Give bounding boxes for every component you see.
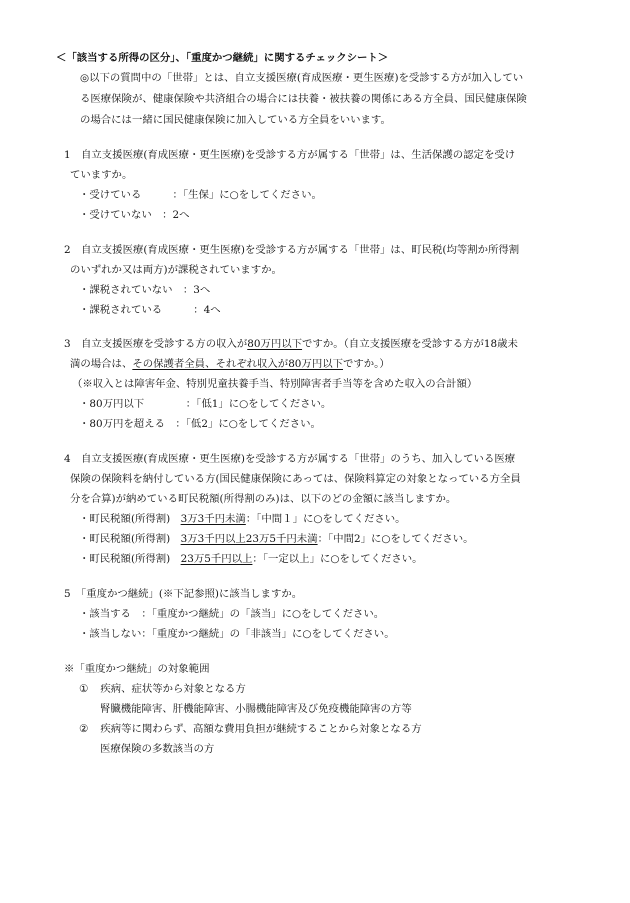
scope-item-1-num: ① xyxy=(79,683,89,695)
scope-item-2-num: ② xyxy=(79,723,89,735)
q4-option-2 xyxy=(79,530,474,548)
q4-line-1: 4 自立支援医療(育成医療・更生医療)を受診する方が属する「世帯」のうち、加入している医療 xyxy=(64,453,516,465)
q1-line-1: 1 自立支援医療(育成医療・更生医療)を受診する方が属する「世帯」は、生活保護の認定を受け xyxy=(64,149,516,161)
q4-option-1-result: ：「中間１」に○をしてください。 xyxy=(245,513,406,525)
q2-option-1: ・課税されていない ：3へ xyxy=(79,284,211,296)
q2-line-2: のいずれか又は両方)が課税されていますか。 xyxy=(70,264,282,276)
q3-note: （※収入とは障害年金、特別児童扶養手当、特別障害者手当等を含めた収入の合計額） xyxy=(72,378,478,390)
q3-line-1-c: ですか。（自立支援医療を受診する方が18歳未 xyxy=(302,338,518,350)
q4-option-3-amount: 23万5千円以上 xyxy=(180,553,253,565)
q1-line-2: ていますか。 xyxy=(70,169,133,181)
scope-item-1 xyxy=(79,680,246,698)
scope-item-1-text: 疾病、症状等から対象となる方 xyxy=(100,683,246,695)
q3-line-1 xyxy=(64,335,518,353)
intro-line-2: る医療保険が、健康保険や共済組合の場合には扶養・被扶養の関係にある方全員、国民健康保険 xyxy=(80,93,527,105)
q4-option-2-amount: 3万3千円以上23万5千円未満 xyxy=(180,533,318,545)
q3-line-2-c: ですか。） xyxy=(343,358,390,370)
q1-option-2: ・受けていない ：2へ xyxy=(79,209,190,221)
q4-option-3-result: ：「一定以上」に○をしてください。 xyxy=(252,553,423,565)
q5-line: 5 「重度かつ継続」(※下記参照)に該当しますか。 xyxy=(64,588,303,600)
q3-line-2-a: 満の場合は、 xyxy=(70,358,133,370)
q4-option-2-label: ・町民税額(所得割) xyxy=(79,533,181,545)
scope-item-1-detail: 腎臓機能障害、肝機能障害、小腸機能障害及び免疫機能障害の方等 xyxy=(100,703,412,715)
q3-line-2 xyxy=(70,355,390,373)
q4-option-3 xyxy=(79,550,423,568)
q3-line-1-a: 3 自立支援医療を受診する方の収入が xyxy=(64,338,248,350)
q3-income-limit: 80万円以下 xyxy=(247,338,303,350)
q3-guardian-condition: その保護者全員、それぞれ収入が80万円以下 xyxy=(132,358,343,370)
q4-option-1-amount: 3万3千円未満 xyxy=(180,513,246,525)
scope-item-2-text: 疾病等に関わらず、高額な費用負担が継続することから対象となる方 xyxy=(100,723,422,735)
intro-line-1: ◎以下の質問中の「世帯」とは、自立支援医療(育成医療・更生医療)を受診する方が加入してい xyxy=(80,72,524,84)
scope-item-2 xyxy=(79,720,422,738)
scope-title: ※「重度かつ継続」の対象範囲 xyxy=(64,663,210,675)
q4-option-2-result: ：「中間2」に○をしてください。 xyxy=(317,533,474,545)
q4-option-1 xyxy=(79,510,406,528)
q4-option-1-label: ・町民税額(所得割) xyxy=(79,513,181,525)
q1-option-1: ・受けている ：「生保」に○をしてください。 xyxy=(79,189,322,201)
q3-option-1: ・80万円以下 ：「低1」に○をしてください。 xyxy=(79,398,332,410)
q4-line-2: 保険の保険料を納付している方(国民健康保険にあっては、保険料算定の対象となっている方全員 xyxy=(70,473,521,485)
q4-line-3: 分を合算)が納めている町民税額(所得割のみ)は、以下のどの金額に該当しますか。 xyxy=(70,493,457,505)
q5-option-2: ・該当しない：「重度かつ継続」の「非該当」に○をしてください。 xyxy=(79,628,395,640)
q3-option-2: ・80万円を超える ：「低2」に○をしてください。 xyxy=(79,418,321,430)
q2-line-1: 2 自立支援医療(育成医療・更生医療)を受診する方が属する「世帯」は、町民税(均等割か所得割 xyxy=(64,244,520,256)
scope-item-2-detail: 医療保険の多数該当の方 xyxy=(100,743,215,755)
intro-line-3: の場合には一緒に国民健康保険に加入している方全員をいいます。 xyxy=(80,114,391,126)
q2-option-2: ・課税されている ：4へ xyxy=(79,304,221,316)
q4-option-3-label: ・町民税額(所得割) xyxy=(79,553,181,565)
sheet-title: ＜「該当する所得の区分」、「重度かつ継続」に関するチェックシート＞ xyxy=(56,52,389,64)
q5-option-1: ・該当する ：「重度かつ継続」の「該当」に○をしてください。 xyxy=(79,608,385,620)
